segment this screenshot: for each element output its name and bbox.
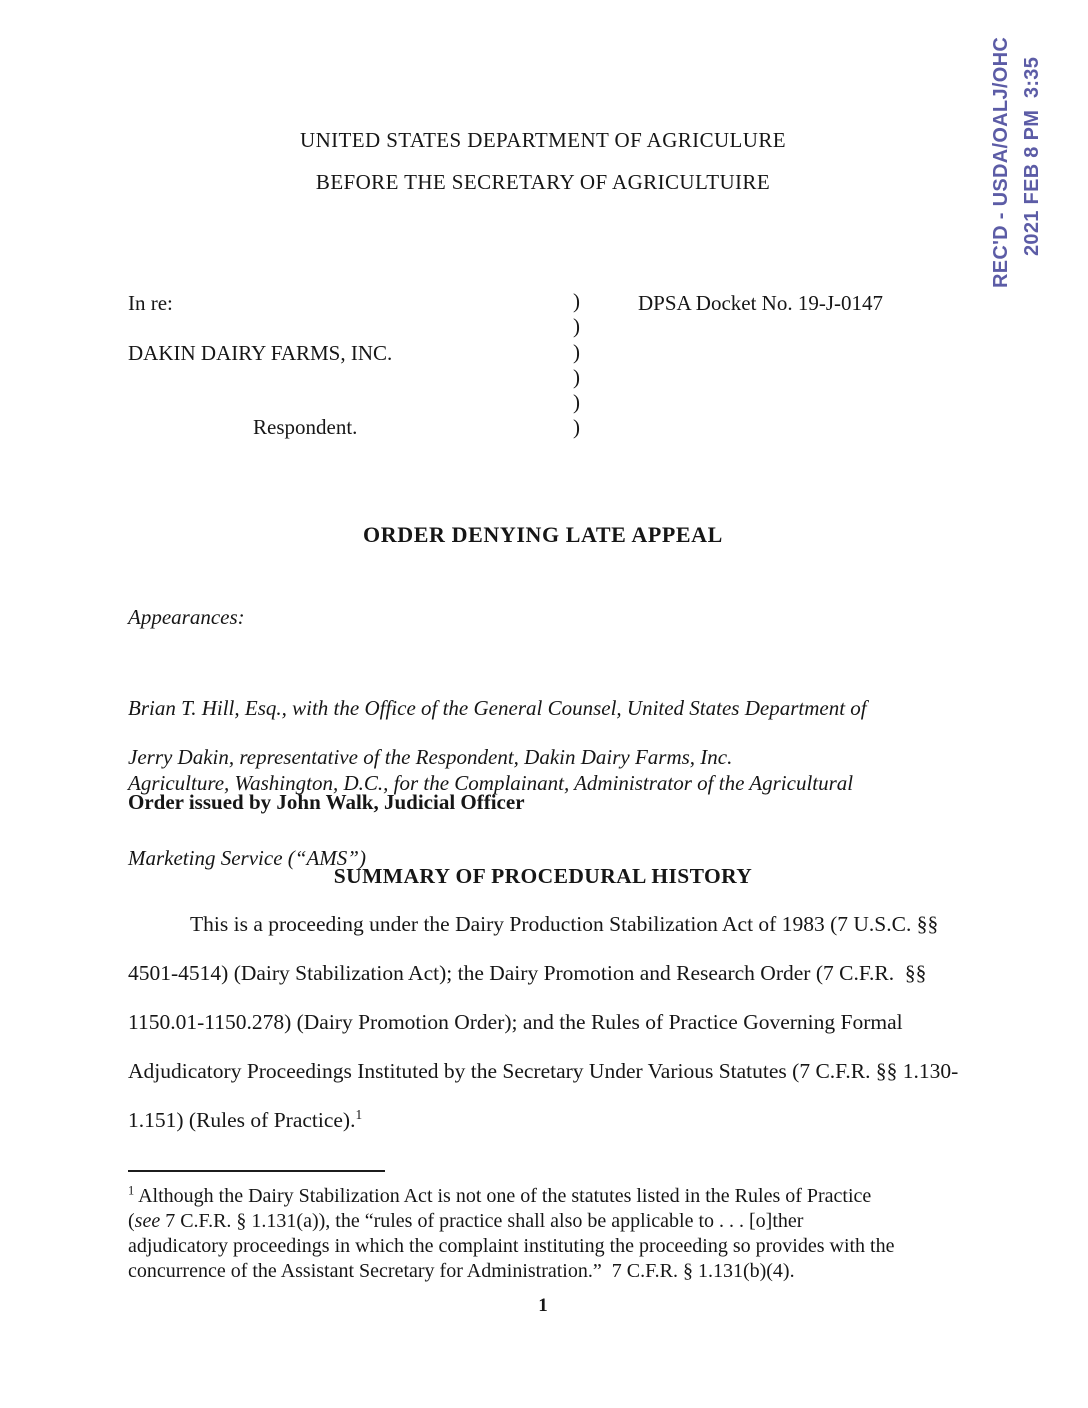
header-before-secretary: BEFORE THE SECRETARY OF AGRICULTUIRE xyxy=(315,170,771,194)
footnote-text: ( xyxy=(128,1210,135,1232)
respondent-label: Respondent. xyxy=(253,415,358,439)
caption-parentheses xyxy=(573,289,580,441)
caption-paren: ) xyxy=(573,289,580,313)
caption-paren: ) xyxy=(573,339,580,364)
footnote-line xyxy=(128,1210,803,1233)
header-department: UNITED STATES DEPARTMENT OF AGRICULURE xyxy=(300,128,786,152)
received-stamp xyxy=(986,36,1052,288)
footnote-see-citation: see xyxy=(134,1210,161,1232)
appearances-heading: Appearances: xyxy=(128,605,245,629)
stamp-date-line: 2021 FEB 8 PM 3:35 xyxy=(1021,56,1043,256)
body-line: 4501-4514) (Dairy Stabilization Act); the Dairy Promotion and Research Order (7 C.F.R. §§ xyxy=(128,961,927,985)
caption-paren: ) xyxy=(573,390,580,415)
body-line xyxy=(128,1108,362,1133)
footnote-line: concurrence of the Assistant Secretary for Administration.” 7 C.F.R. § 1.131(b)(4). xyxy=(128,1260,795,1282)
footnote-text: 7 C.F.R. § 1.131(a)), the “rules of practice shall also be applicable to . . . [o]ther xyxy=(160,1210,804,1232)
appearance-complainant-line: Agriculture, Washington, D.C., for the Complainant, Administrator of the Agricultural xyxy=(128,771,854,795)
footnote-separator xyxy=(128,1170,385,1172)
body-line: This is a proceeding under the Dairy Production Stabilization Act of 1983 (7 U.S.C. §§ xyxy=(190,912,939,936)
footnote-reference: 1 xyxy=(355,1106,363,1122)
page-number: 1 xyxy=(538,1295,548,1316)
stamp-received-line: REC'D - USDA/OALJ/OHC xyxy=(990,36,1012,288)
footnote-text: Although the Dairy Stabilization Act is not one of the statutes listed in the Rules of Practice xyxy=(134,1185,872,1207)
appearance-complainant-line: Marketing Service (“AMS”) xyxy=(128,846,366,870)
caption-paren: ) xyxy=(573,364,580,389)
footnote-line xyxy=(128,1185,871,1208)
order-title: ORDER DENYING LATE APPEAL xyxy=(363,522,723,547)
body-line: Adjudicatory Proceedings Instituted by the Secretary Under Various Statutes (7 C.F.R. §§ 1.130- xyxy=(128,1059,959,1083)
body-line: 1150.01-1150.278) (Dairy Promotion Order); and the Rules of Practice Governing Formal xyxy=(128,1010,903,1034)
caption-paren: ) xyxy=(573,415,580,440)
order-issued-by: Order issued by John Walk, Judicial Officer xyxy=(128,790,525,814)
summary-heading: SUMMARY OF PROCEDURAL HISTORY xyxy=(333,864,753,888)
caption-paren: ) xyxy=(573,314,580,339)
body-line-text: 1.151) (Rules of Practice). xyxy=(128,1108,356,1132)
footnote-marker: 1 xyxy=(128,1183,135,1198)
docket-number: DPSA Docket No. 19-J-0147 xyxy=(638,291,883,315)
respondent-name: DAKIN DAIRY FARMS, INC. xyxy=(128,341,393,365)
received-stamp-text xyxy=(986,36,1052,288)
appearance-respondent: Jerry Dakin, representative of the Respondent, Dakin Dairy Farms, Inc. xyxy=(128,745,733,769)
footnote-line: adjudicatory proceedings in which the complaint instituting the proceeding so provides with the xyxy=(128,1235,895,1257)
appearance-complainant-line: Brian T. Hill, Esq., with the Office of the General Counsel, United States Department of xyxy=(128,696,867,720)
in-re-label: In re: xyxy=(128,291,173,315)
